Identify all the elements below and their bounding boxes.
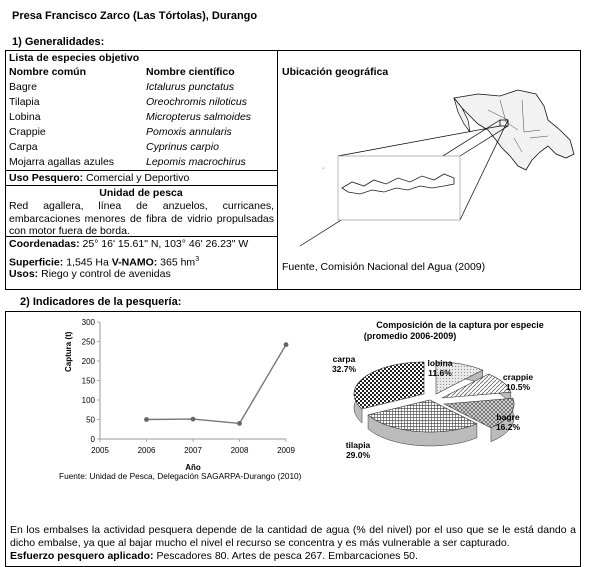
pie-label-bagre: bagre bbox=[496, 412, 520, 422]
pie-slice-carpa bbox=[354, 362, 424, 409]
species-scientific: Cyprinus carpio bbox=[146, 141, 219, 153]
unidad-pesca-title: Unidad de pesca bbox=[99, 187, 183, 199]
species-scientific: Lepomis macrochirus bbox=[146, 156, 246, 168]
data-point bbox=[191, 417, 196, 422]
pie-label-lobina: lobina bbox=[427, 358, 453, 368]
uso-pesquero-value: Comercial y Deportivo bbox=[86, 172, 190, 184]
y-tick-label: 200 bbox=[81, 357, 95, 366]
pie-value-carpa: 32.7% bbox=[331, 364, 357, 374]
species-pie-chart bbox=[331, 344, 545, 464]
uso-pesquero-label: Uso Pesquero: bbox=[9, 172, 84, 184]
divider bbox=[5, 236, 277, 237]
y-tick-label: 150 bbox=[81, 376, 95, 386]
pie-chart-subtitle: (promedio 2006-2009) bbox=[363, 331, 457, 341]
vnamo-label: V-NAMO: bbox=[111, 256, 158, 269]
y-tick-label: 250 bbox=[81, 337, 95, 347]
reservoir-inset bbox=[338, 156, 460, 220]
pie-label-tilapia: tilapia bbox=[345, 440, 371, 450]
x-tick-label: 2005 bbox=[91, 446, 109, 455]
species-list-header: Lista de especies objetivo bbox=[9, 52, 140, 64]
effort-line bbox=[10, 550, 418, 563]
pie-value-bagre: 16.2% bbox=[495, 422, 521, 432]
species-col-common: Nombre común bbox=[9, 66, 87, 78]
usos bbox=[9, 268, 171, 281]
uso-pesquero bbox=[9, 172, 189, 185]
species-scientific: Micropterus salmoides bbox=[146, 111, 252, 123]
species-common: Lobina bbox=[9, 111, 41, 123]
mexico-outline bbox=[454, 90, 574, 170]
chart-source: Fuente: Unidad de Pesca, Delegación SAGARPA-Durango (2010) bbox=[59, 471, 302, 481]
page-title: Presa Francisco Zarco (Las Tórtolas), Durango bbox=[12, 10, 258, 22]
map-source: Fuente, Comisión Nacional del Agua (2009) bbox=[282, 261, 486, 273]
inset-tick: · bbox=[322, 163, 325, 172]
species-common: Tilapia bbox=[9, 96, 40, 108]
data-point bbox=[144, 417, 149, 422]
unidad-pesca-text: Red agallera, línea de anzuelos, curricanes, embarcaciones menores de fibra de vidrio propulsadas con motor fuera de borda. bbox=[9, 200, 274, 237]
bottom-paragraph: En los embalses la actividad pesquera depende de la cantidad de agua (% del nivel) por el uso que se le está dando a dicho embalse, ya que al bajar mucho el nivel el recurso se concentra y es más vulnerable a ser capturado. bbox=[10, 524, 576, 549]
x-tick-label: 2006 bbox=[137, 446, 156, 455]
catch-line-chart bbox=[62, 314, 302, 474]
species-common: Carpa bbox=[9, 141, 38, 153]
x-tick-label: 2008 bbox=[230, 446, 249, 455]
y-tick-label: 0 bbox=[90, 435, 95, 444]
usos-label: Usos: bbox=[9, 268, 39, 280]
species-scientific: Ictalurus punctatus bbox=[146, 81, 235, 93]
pie-label-crappie: crappie bbox=[502, 372, 534, 382]
pie-value-tilapia: 29.0% bbox=[345, 450, 371, 460]
pie-value-lobina: 11.6% bbox=[428, 368, 452, 378]
pie-label-carpa: carpa bbox=[332, 354, 356, 364]
species-scientific: Pomoxis annularis bbox=[146, 126, 232, 138]
x-tick-label: 2007 bbox=[184, 446, 202, 455]
superficie-label: Superficie: bbox=[9, 256, 64, 269]
divider bbox=[5, 185, 277, 186]
data-point bbox=[237, 421, 242, 426]
y-tick-label: 300 bbox=[81, 318, 95, 327]
coordenadas-value: 25° 16' 15.61" N, 103° 46' 26.23" W bbox=[82, 238, 249, 250]
catch-series-line bbox=[147, 345, 287, 424]
species-common: Mojarra agallas azules bbox=[9, 156, 115, 168]
section-indicadores-heading: 2) Indicadores de la pesquería: bbox=[20, 296, 182, 308]
species-common: Crappie bbox=[9, 126, 46, 138]
vnamo-unit-exponent: 3 bbox=[195, 256, 200, 263]
coordenadas-label: Coordenadas: bbox=[9, 238, 80, 250]
species-common: Bagre bbox=[9, 81, 38, 93]
vnamo-value: 365 hm bbox=[160, 256, 196, 269]
effort-label: Esfuerzo pesquero aplicado: bbox=[10, 550, 154, 562]
pie-value-crappie: 10.5% bbox=[505, 382, 531, 392]
x-tick-label: 2009 bbox=[277, 446, 295, 455]
pie-chart-title: Composición de la captura por especie bbox=[376, 320, 544, 330]
section-generalidades-heading: 1) Generalidades: bbox=[12, 36, 105, 48]
y-axis-label: Captura (t) bbox=[64, 331, 73, 372]
effort-value: Pescadores 80. Artes de pesca 267. Embarcaciones 50. bbox=[156, 550, 418, 562]
divider bbox=[5, 170, 277, 171]
superficie-value: 1,545 Ha bbox=[66, 256, 109, 269]
y-tick-label: 50 bbox=[86, 415, 95, 425]
x-axis-label: Año bbox=[185, 463, 201, 472]
y-tick-label: 100 bbox=[81, 396, 95, 405]
species-scientific: Oreochromis niloticus bbox=[146, 96, 247, 108]
usos-value: Riego y control de avenidas bbox=[41, 268, 171, 280]
species-col-scientific: Nombre científico bbox=[146, 66, 235, 78]
location-map bbox=[278, 60, 580, 260]
coordenadas bbox=[9, 238, 248, 251]
map-title: Ubicación geográfica bbox=[282, 66, 389, 78]
data-point bbox=[284, 342, 289, 347]
